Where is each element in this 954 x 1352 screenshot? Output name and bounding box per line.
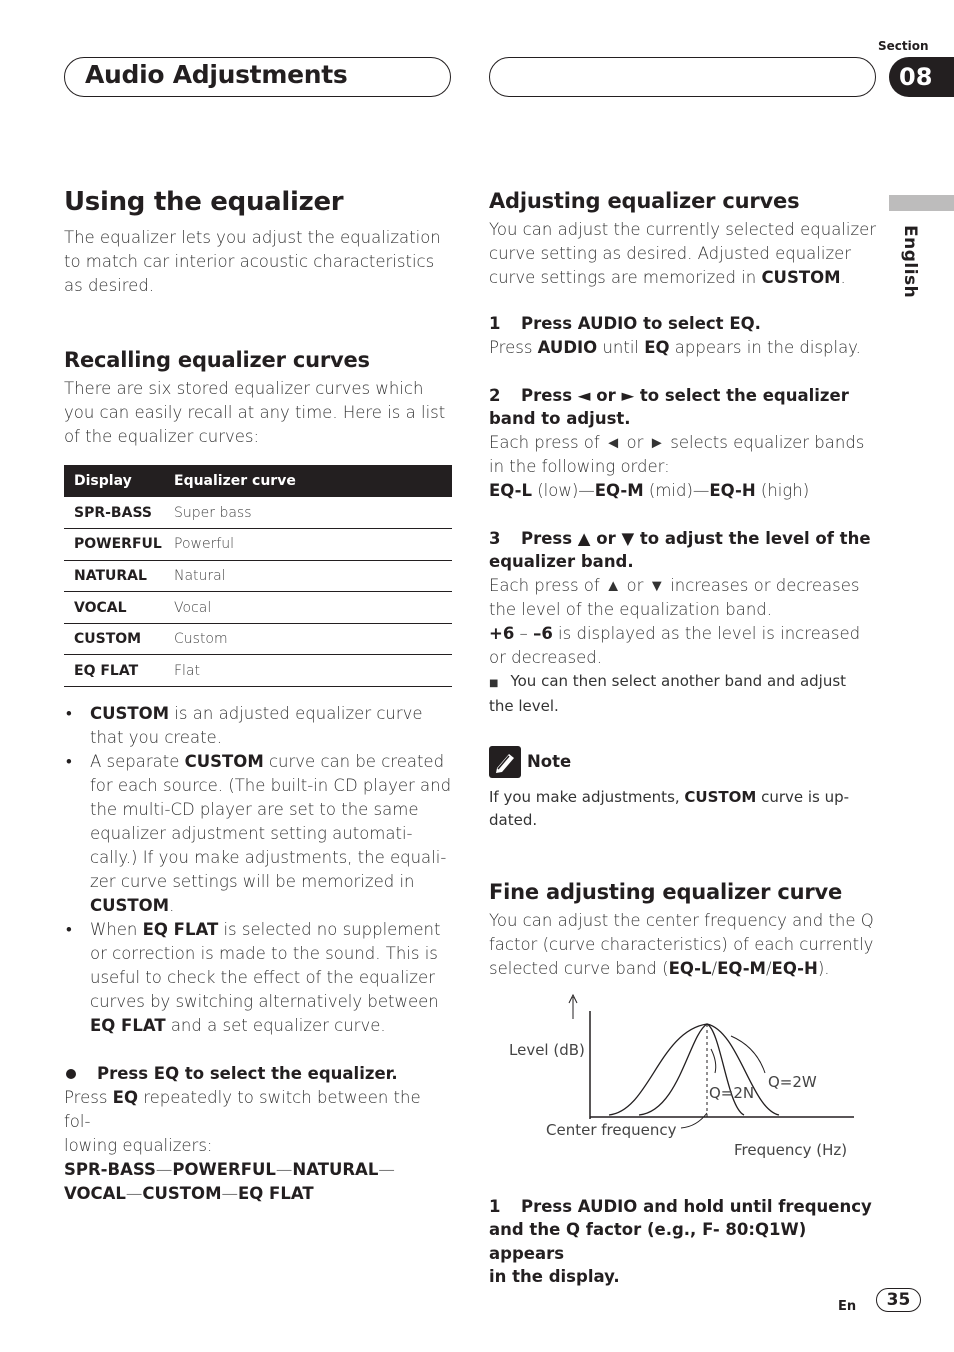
inline-bold: CUSTOM bbox=[90, 896, 170, 916]
intro-line: as desired. bbox=[64, 276, 155, 295]
recall-line: of the equalizer curves: bbox=[64, 427, 260, 446]
page-number: 35 bbox=[876, 1288, 921, 1312]
inline-text: repeatedly to switch between the fol- bbox=[64, 1087, 421, 1131]
right-column bbox=[489, 185, 879, 1289]
inline-bold: EQ-H bbox=[709, 480, 756, 500]
inline-text: (low)— bbox=[531, 480, 595, 500]
inline-text: the multi-CD player are set to the same bbox=[90, 800, 419, 820]
inline-bold: CUSTOM bbox=[90, 704, 170, 724]
section-label: Section bbox=[878, 39, 929, 53]
inline-text: Press bbox=[489, 337, 538, 357]
inline-text: Press bbox=[64, 1087, 113, 1107]
inline-text: Each press of ◄ or ► selects equalizer bands bbox=[489, 432, 865, 452]
list-item bbox=[64, 750, 452, 918]
center-frequency-label: Center frequency bbox=[546, 1120, 677, 1139]
inline-text: is selected no supplement bbox=[218, 920, 441, 940]
inline-bold: VOCAL bbox=[64, 1183, 126, 1203]
header-title-frame bbox=[64, 57, 451, 97]
inline-text: equalizer adjustment setting automati- bbox=[90, 824, 413, 844]
dash: — bbox=[125, 1183, 143, 1203]
fine-line: You can adjust the center frequency and the Q bbox=[489, 910, 874, 930]
band-order bbox=[489, 479, 879, 503]
dash: — bbox=[378, 1159, 395, 1179]
inline-bold: SPR-BASS bbox=[64, 1159, 156, 1179]
table-cell-curve: Powerful bbox=[164, 529, 452, 561]
inline-text: useful to check the effect of the equalizer bbox=[90, 968, 435, 988]
page-section-title: Audio Adjustments bbox=[85, 60, 348, 89]
inline-text: (high) bbox=[755, 480, 810, 500]
inline-text: is an adjusted equalizer curve bbox=[169, 704, 423, 724]
table-cell-display: EQ FLAT bbox=[64, 655, 164, 687]
language-tab-label: English bbox=[900, 225, 920, 299]
inline-bold: CUSTOM bbox=[142, 1183, 222, 1203]
inline-text: If you make adjustments, bbox=[489, 787, 685, 806]
step-fine-1 bbox=[489, 1195, 879, 1289]
step-text: in the display. bbox=[489, 1267, 620, 1286]
list-item bbox=[64, 702, 452, 750]
inline-text: curve can be created bbox=[263, 752, 445, 772]
note-header bbox=[489, 746, 879, 778]
notes-list bbox=[64, 702, 452, 1038]
table-row bbox=[64, 623, 452, 655]
step-3-note bbox=[489, 670, 879, 695]
step-2 bbox=[489, 384, 879, 431]
inline-text: – bbox=[514, 623, 534, 643]
table-header-curve: Equalizer curve bbox=[164, 465, 452, 497]
inline-bold: CUSTOM bbox=[761, 268, 841, 287]
equalizer-table bbox=[64, 465, 452, 687]
table-cell-curve: Flat bbox=[164, 655, 452, 687]
table-cell-curve: Super bass bbox=[164, 497, 452, 529]
inline-text: When bbox=[90, 920, 143, 940]
adjust-paragraph bbox=[489, 218, 879, 290]
press-eq-step bbox=[64, 1062, 452, 1086]
step-3 bbox=[489, 527, 879, 574]
table-header-row bbox=[64, 465, 452, 497]
inline-bold: EQ bbox=[112, 1087, 138, 1107]
list-item bbox=[64, 918, 452, 1038]
q-narrow-arrow bbox=[711, 1049, 716, 1073]
inline-bold: CUSTOM bbox=[684, 787, 757, 806]
footer-language: En bbox=[838, 1299, 857, 1314]
inline-text: selected curve band ( bbox=[489, 958, 669, 978]
center-pointer bbox=[681, 1113, 707, 1128]
inline-text: curve settings are memorized in bbox=[489, 268, 762, 287]
inline-text: / bbox=[765, 958, 772, 978]
recall-line: you can easily recall at any time. Here is a list bbox=[64, 403, 446, 422]
inline-bold: EQ bbox=[644, 337, 670, 357]
equalizer-sequence bbox=[64, 1158, 452, 1182]
step-text: Press ▲ or ▼ to adjust the level of the bbox=[521, 528, 871, 548]
table-header-display: Display bbox=[64, 465, 164, 497]
table-cell-display: CUSTOM bbox=[64, 623, 164, 655]
step-bullet-icon bbox=[66, 1069, 76, 1079]
recall-line: There are six stored equalizer curves which bbox=[64, 379, 424, 398]
inline-text: the level of the equalization band. bbox=[489, 599, 773, 619]
inline-text: A separate bbox=[90, 752, 185, 772]
recall-heading: Recalling equalizer curves bbox=[64, 348, 370, 372]
step-text: band to adjust. bbox=[489, 409, 631, 428]
q-narrow-label: Q=2N bbox=[709, 1083, 755, 1102]
inline-text: curve is up- bbox=[756, 787, 850, 806]
step-1 bbox=[489, 312, 879, 336]
step-text: equalizer band. bbox=[489, 552, 634, 571]
inline-bold: +6 bbox=[489, 623, 515, 643]
table-row bbox=[64, 529, 452, 561]
dash: — bbox=[221, 1183, 238, 1203]
level-axis-label: Level (dB) bbox=[509, 1040, 585, 1059]
table-cell-display: POWERFUL bbox=[64, 529, 164, 561]
table-cell-display: NATURAL bbox=[64, 560, 164, 592]
inline-bold: CUSTOM bbox=[184, 752, 264, 772]
adjust-line: You can adjust the currently selected equalizer bbox=[489, 220, 877, 239]
eq-curve-diagram bbox=[489, 991, 879, 1161]
inline-bold: EQ-M bbox=[717, 958, 766, 978]
step-text: Press AUDIO to select EQ. bbox=[521, 314, 761, 333]
step-text: Press EQ to select the equalizer. bbox=[97, 1064, 398, 1084]
inline-text: the level. bbox=[489, 696, 559, 715]
pencil-note-icon bbox=[489, 746, 521, 778]
inline-bold: EQ-L bbox=[489, 480, 532, 500]
table-cell-curve: Vocal bbox=[164, 592, 452, 624]
adjust-heading: Adjusting equalizer curves bbox=[489, 189, 800, 213]
table-cell-curve: Natural bbox=[164, 560, 452, 592]
inline-text: appears in the display. bbox=[669, 337, 861, 357]
inline-text: ). bbox=[817, 958, 830, 978]
table-row bbox=[64, 655, 452, 687]
adjust-line: curve setting as desired. Adjusted equalizer bbox=[489, 244, 852, 263]
inline-text: . bbox=[840, 268, 846, 287]
inline-text: dated. bbox=[489, 810, 538, 829]
language-tab-bar bbox=[889, 195, 954, 211]
inline-bold: AUDIO bbox=[537, 337, 598, 357]
square-bullet-icon: ■ bbox=[489, 677, 499, 689]
intro-line: The equalizer lets you adjust the equalization bbox=[64, 228, 441, 247]
dash: — bbox=[155, 1159, 173, 1179]
step-number: 2 bbox=[489, 385, 501, 405]
inline-text: that you create. bbox=[90, 728, 222, 748]
table-row bbox=[64, 592, 452, 624]
inline-bold: EQ FLAT bbox=[90, 1016, 166, 1036]
table-row bbox=[64, 497, 452, 529]
table-cell-display: VOCAL bbox=[64, 592, 164, 624]
step-text: Press ◄ or ► to select the equalizer bbox=[521, 385, 849, 405]
inline-bold: POWERFUL bbox=[172, 1159, 276, 1179]
main-heading: Using the equalizer bbox=[64, 187, 344, 217]
inline-bold: –6 bbox=[533, 623, 553, 643]
step-number: 1 bbox=[489, 314, 501, 333]
q-wide-label: Q=2W bbox=[768, 1072, 817, 1091]
inline-bold: NATURAL bbox=[292, 1159, 379, 1179]
left-column bbox=[64, 185, 452, 1206]
inline-text: . bbox=[169, 896, 175, 916]
inline-text: (mid)— bbox=[643, 480, 710, 500]
inline-text: Each press of ▲ or ▼ increases or decreases bbox=[489, 575, 860, 595]
inline-bold: EQ-M bbox=[594, 480, 644, 500]
step-number: 3 bbox=[489, 528, 501, 548]
inline-text: lowing equalizers: bbox=[64, 1135, 213, 1155]
fine-heading: Fine adjusting equalizer curve bbox=[489, 879, 843, 904]
inline-text: is displayed as the level is increased bbox=[552, 623, 861, 643]
recall-paragraph bbox=[64, 377, 452, 449]
table-cell-display: SPR-BASS bbox=[64, 497, 164, 529]
inline-text: zer curve settings will be memorized in bbox=[90, 872, 415, 892]
step-text: Press AUDIO and hold until frequency bbox=[521, 1196, 872, 1216]
section-number-badge: 08 bbox=[889, 57, 954, 97]
fine-paragraph bbox=[489, 909, 879, 981]
inline-text: or correction is made to the sound. This is bbox=[90, 944, 438, 964]
inline-text: You can then select another band and adjust bbox=[510, 671, 847, 690]
note-label: Note bbox=[527, 751, 572, 771]
fine-line: factor (curve characteristics) of each currently bbox=[489, 934, 874, 954]
equalizer-sequence bbox=[64, 1182, 452, 1206]
step-number: 1 bbox=[489, 1196, 501, 1216]
inline-text: until bbox=[597, 337, 645, 357]
inline-bold: EQ-L bbox=[668, 958, 712, 978]
table-cell-curve: Custom bbox=[164, 623, 452, 655]
inline-text: in the following order: bbox=[489, 456, 670, 476]
header-blank-frame bbox=[489, 57, 876, 97]
inline-bold: EQ-H bbox=[771, 958, 818, 978]
inline-bold: EQ FLAT bbox=[238, 1183, 314, 1203]
step-text: and the Q factor (e.g., F- 80:Q1W) appears bbox=[489, 1220, 807, 1263]
intro-line: to match car interior acoustic characteristics bbox=[64, 252, 435, 271]
table-row bbox=[64, 560, 452, 592]
frequency-axis-label: Frequency (Hz) bbox=[734, 1140, 848, 1159]
dash: — bbox=[275, 1159, 293, 1179]
inline-text: or decreased. bbox=[489, 647, 602, 667]
inline-bold: EQ FLAT bbox=[142, 920, 219, 940]
inline-text: / bbox=[711, 958, 718, 978]
inline-text: for each source. (The built-in CD player and bbox=[90, 776, 452, 796]
inline-text: cally.) If you make adjustments, the equali- bbox=[90, 848, 447, 868]
inline-text: curves by switching alternatively between bbox=[90, 992, 439, 1012]
intro-paragraph bbox=[64, 226, 452, 298]
inline-text: and a set equalizer curve. bbox=[165, 1016, 386, 1036]
